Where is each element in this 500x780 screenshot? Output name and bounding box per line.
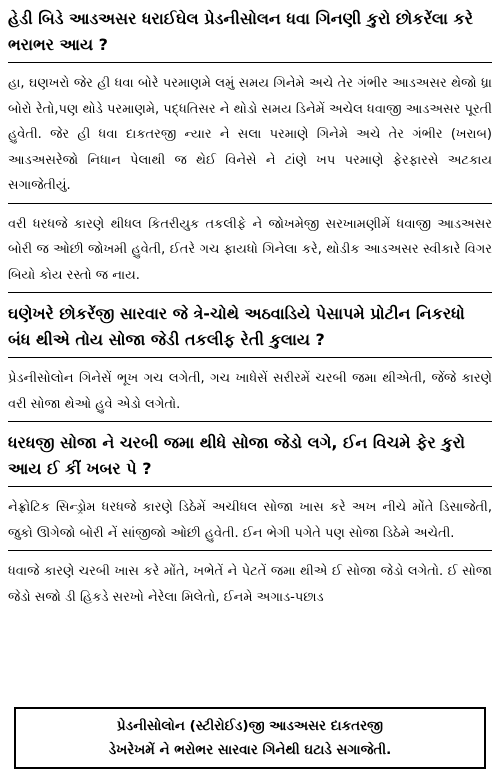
section-1-heading: હેડી બિડે આડઅસર ધરાઈઘેલ પ્રેડનીસોલન ધવા ગિનણી કુરો છોકરેંલા કરે ભરાભર આય ? bbox=[8, 9, 474, 54]
section-3-paragraph-2: ધવાજે કારણે ચરબી ખાસ કરે મોંતે, ખભેતેં ને પેટતેં જમા થીએ ઈ સોજા જેડો લગેતો. ઈ સોજા જેડો સજો ડી હિકડે સરખો નેરેલા મિલેતો, ઈનમે અગાડ-પછાડ bbox=[8, 564, 492, 605]
section-3-top-divider bbox=[8, 421, 492, 422]
section-1-paragraph-2: વરી ધરધજે કારણે થીધલ કિતરીયુક તકલીફે ને જોખમેજી સરખામણીમેં ધવાજી આડઅસર બોરી જ ઓછી જોખમી હુવેતી, ઈતરે ગચ ફાયધો ગિનેલા કરે, થોડીક આડઅસર સ્વીકારે વિગર બિયો કોય રસ્તો જ નાય. bbox=[8, 216, 492, 283]
section-2-top-divider bbox=[8, 292, 492, 293]
section-1-paragraph-1: હા, ઘણખરો જેર હી ધવા બોરે પરમાણમે લમું સમય ગિનેમે અચે તેર ગંભીર આડઅસર થેજો ધ્રા બોરો રેતો,પણ થોડે પરમાણમે, પદ્ધતિસર ને થોડો સમય ડિનેમેં અચેલ ધવાજી આડઅસર પૂરતી હુવેતી. જેર હી ધવા દાકતરજી ન્યાર ને સલા પરમાણે ગિનેમે અચે તેર ગંભીર (ખરાબ) આડઅસરેજો નિધાન પેલાથી જ થેઈ વિનેસે ને ટાંણે ખપ પરમાણે ફેરફારસે અટકાય સગાજેતીયું. bbox=[8, 76, 492, 193]
section-1-paragraph-divider bbox=[8, 203, 492, 204]
section-2-divider bbox=[8, 357, 492, 358]
section-3-paragraph-divider bbox=[8, 550, 492, 551]
section-1-divider bbox=[8, 62, 492, 63]
section-3-heading: ધરધજી સોજા ને ચરબી જમા થીધે સોજા જેડો લગે, ઈન વિચમે ફેર કુરો આય ઈ કીં ખબર પે ? bbox=[8, 433, 465, 478]
section-2-heading: ઘણેખરે છોકરેંજી સારવાર જે ત્રે-ચોથે અઠવાડિયે પેસાપમે પ્રોટીન નિકરધો બંધ થીએ તોય સોજા જેડી તકલીફ રેતી કુલાય ? bbox=[8, 304, 465, 349]
footer-line-1: પ્રેડનીસોલોન (સ્ટીરોઈડ)જી આડઅસર દાકતરજી bbox=[116, 718, 384, 734]
section-3-divider bbox=[8, 486, 492, 487]
section-2-paragraph-1: પ્રેડનીસોલોન ગિનેસેં ભૂખ ગચ લગેતી, ગચ ખાધેસેં સરીરમેં ચરબી જમા થીએતી, જેંજે કારણે વરી સોજા થેઓ હુવે એડો લગેતો. bbox=[8, 371, 492, 412]
footer-line-2: ડેખરેખમેં ને ભરોભર સારવાર ગિનેથી ઘટાડે સગાજેતી. bbox=[108, 742, 392, 758]
section-3-paragraph-1: નેફ્રોટિક સિન્ડ્રોમ ધરધજે કારણે ડિઠેમેં અચીધલ સોજા ખાસ કરે અખ નીચે મોંતે ડિસાજેતી, જુકો ઊગેજો બોરી નેં સાંજીજો ઓછી હુવેતી. ઈન ભેગી પગેતે પણ સોજા ડિઠેમે અચેતી. bbox=[8, 500, 492, 541]
footer-callout-box bbox=[14, 707, 486, 769]
